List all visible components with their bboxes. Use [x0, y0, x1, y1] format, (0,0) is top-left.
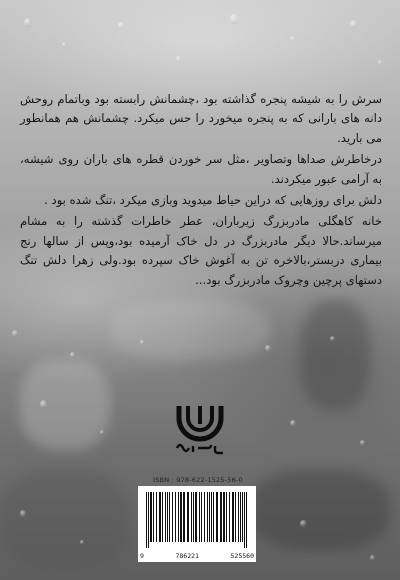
blurb-paragraph: درخاطرش صداها وتصاویر ،مثل سر خوردن قطره های باران روی شیشه، به آرامی عبور میکردند.	[20, 152, 382, 186]
blurred-window-shape	[250, 470, 390, 550]
barcode-digits	[140, 552, 254, 560]
rain-drop	[300, 520, 307, 528]
blurb-paragraph: خانه کاهگلی مادربزرگ زیرباران، عطر خاطرات گذشته را به مشام میرساند.حالا دیگر مادربزرگ در دل خاک آرمیده بود،وپس از سالها رنج بیماری دربستر،بالاخره تن به آغوش خاک سپرده بود.ولی زهرا دلش تنگ دستهای پرچین وچروک مادربزرگ بود...	[20, 214, 382, 287]
rain-drop	[176, 56, 181, 62]
isbn-label: ISBN : 978-622-1525-56-0	[153, 476, 243, 484]
rain-drop	[290, 36, 295, 42]
rain-drop	[24, 18, 31, 27]
rain-drop	[290, 420, 296, 427]
barcode-bar	[226, 492, 227, 542]
barcode-bar	[187, 492, 189, 542]
rain-drop	[40, 400, 47, 409]
rain-drop	[80, 540, 84, 545]
barcode-guard-bar	[244, 492, 245, 548]
barcode-bar	[209, 492, 210, 542]
rain-drop	[230, 14, 238, 24]
rain-drop	[350, 20, 357, 28]
barcode-bar	[220, 492, 222, 542]
barcode-bar	[153, 492, 154, 542]
barcode-bar	[216, 492, 218, 542]
blurb-paragraph: دلش برای روزهایی که دراین حیاط میدوید وبازی میکرد ،تنگ شده بود .	[44, 193, 382, 208]
barcode-left-group: 786221	[175, 552, 199, 560]
barcode-bar	[238, 492, 239, 542]
barcode-bar	[223, 492, 225, 542]
barcode-bar	[172, 492, 173, 542]
rain-drop	[330, 336, 335, 342]
barcode-bar	[199, 492, 200, 542]
blurred-window-shape	[110, 300, 270, 360]
barcode-bar	[211, 492, 212, 542]
rain-drop	[62, 42, 66, 47]
barcode-bar	[159, 492, 161, 542]
barcode-bar	[201, 492, 202, 542]
barcode-bar	[167, 492, 168, 542]
rain-drop	[118, 22, 124, 29]
barcode-guard-bar	[148, 492, 149, 548]
barcode-bar	[232, 492, 234, 542]
rain-drop	[370, 555, 375, 561]
rain-drop	[360, 440, 365, 446]
rain-drop	[20, 510, 26, 518]
barcode-guard-bar	[246, 492, 247, 548]
barcode-first-digit: 9	[140, 552, 144, 560]
barcode-bar	[207, 492, 208, 542]
blurred-window-shape	[20, 360, 110, 450]
barcode-bar	[180, 492, 182, 542]
barcode-bar	[156, 492, 157, 542]
rain-drop	[140, 340, 144, 345]
barcode-bar	[165, 492, 166, 542]
barcode-bar	[183, 492, 185, 542]
barcode-bar	[204, 492, 205, 542]
barcode-bar	[193, 492, 194, 542]
barcode-bar	[229, 492, 230, 542]
barcode-bars	[138, 486, 256, 552]
barcode-bar	[235, 492, 236, 542]
barcode-bar	[242, 492, 243, 542]
barcode-bar	[195, 492, 197, 542]
barcode-bar	[150, 492, 152, 542]
barcode-bar	[213, 492, 214, 542]
barcode-bar	[240, 492, 241, 542]
blurb-paragraph: سرش را به شیشه پنجره گذاشته بود ،چشمانش رابسته بود وباتمام روحش دانه های بارانی که به پنجره میخورد را حس میکرد. چشمانش هم همانطور می بارید.	[20, 92, 382, 145]
barcode	[138, 486, 256, 562]
barcode-bar	[162, 492, 163, 542]
blurred-window-shape	[300, 300, 370, 410]
barcode-right-group: 525560	[230, 552, 254, 560]
rain-drop	[378, 60, 382, 65]
rain-drop	[70, 352, 75, 358]
barcode-bar	[191, 492, 192, 542]
blurred-window-shape	[0, 470, 130, 570]
rain-drop	[265, 345, 271, 352]
barcode-bar	[175, 492, 176, 542]
back-cover-blurb	[20, 90, 382, 292]
barcode-bar	[169, 492, 170, 542]
barcode-guard-bar	[146, 492, 147, 548]
publisher-logo-icon	[171, 402, 229, 462]
rain-drop	[12, 330, 18, 337]
rain-drop	[100, 430, 104, 435]
barcode-bar	[178, 492, 179, 542]
